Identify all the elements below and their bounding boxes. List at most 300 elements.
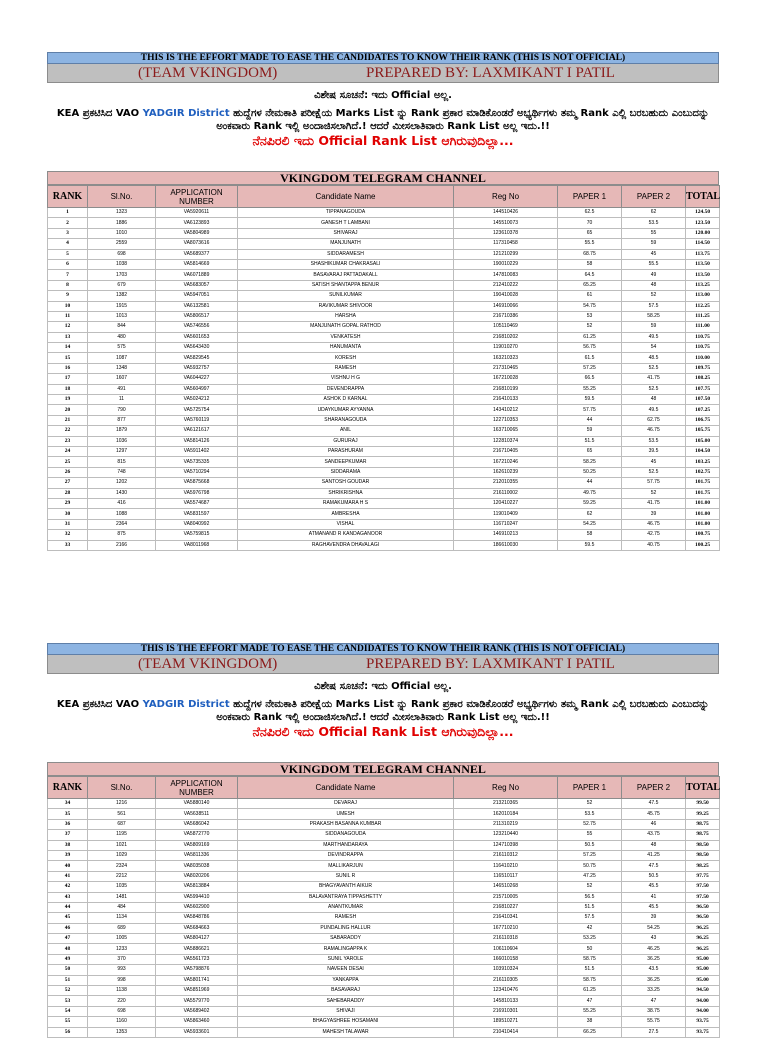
- application-number-cell: VA5686042: [156, 819, 238, 829]
- candidate-name-cell: SHIVARAJ: [238, 228, 454, 238]
- reg-no-cell: 163710065: [454, 426, 558, 436]
- application-number-cell: VA5601653: [156, 332, 238, 342]
- reg-no-cell: 186610030: [454, 540, 558, 550]
- candidate-name-cell: SHASHIKUMAR CHAKRASALI: [238, 259, 454, 269]
- prepared-by: PREPARED BY: LAXMIKANT I PATIL: [366, 65, 615, 81]
- total-cell: 104.50: [686, 446, 720, 456]
- paper2-cell: 33.25: [622, 986, 686, 996]
- candidate-name-cell: RAMESH: [238, 363, 454, 373]
- table-row: [48, 830, 720, 840]
- application-number-cell: VA8020206: [156, 871, 238, 881]
- paper1-cell: 65.25: [558, 280, 622, 290]
- notice-block: [47, 83, 719, 171]
- paper1-cell: 54.25: [558, 519, 622, 529]
- rank-cell: 38: [48, 840, 88, 850]
- slno-cell: 2324: [88, 861, 156, 871]
- candidate-name-cell: SANTOSH GOUDAR: [238, 478, 454, 488]
- paper2-cell: 47: [622, 996, 686, 1006]
- slno-cell: 1297: [88, 446, 156, 456]
- table-row: [48, 540, 720, 550]
- col-total: TOTAL: [686, 186, 720, 208]
- paper2-cell: 45.75: [622, 809, 686, 819]
- paper2-cell: 52: [622, 291, 686, 301]
- total-cell: 101.75: [686, 478, 720, 488]
- reg-no-cell: 105110469: [454, 322, 558, 332]
- application-number-cell: VA5804127: [156, 934, 238, 944]
- application-number-cell: VA6123893: [156, 218, 238, 228]
- table-row: [48, 871, 720, 881]
- paper2-cell: 46: [622, 819, 686, 829]
- paper2-cell: 57.75: [622, 478, 686, 488]
- application-number-cell: VA5920611: [156, 208, 238, 218]
- paper2-cell: 54.25: [622, 923, 686, 933]
- reg-no-cell: 121210299: [454, 249, 558, 259]
- paper1-cell: 59: [558, 426, 622, 436]
- paper2-cell: 62.75: [622, 415, 686, 425]
- total-cell: 100.75: [686, 530, 720, 540]
- slno-cell: 698: [88, 1006, 156, 1016]
- rank-cell: 39: [48, 850, 88, 860]
- table-row: [48, 850, 720, 860]
- paper2-cell: 41: [622, 892, 686, 902]
- rank-cell: 31: [48, 519, 88, 529]
- application-number-cell: VA5886621: [156, 944, 238, 954]
- table-row: [48, 1027, 720, 1037]
- table-row: [48, 1017, 720, 1027]
- application-number-cell: VA5880140: [156, 799, 238, 809]
- paper2-cell: 52.5: [622, 363, 686, 373]
- application-number-cell: VA5851969: [156, 986, 238, 996]
- total-cell: 112.25: [686, 301, 720, 311]
- slno-cell: 2559: [88, 239, 156, 249]
- paper2-cell: 52: [622, 488, 686, 498]
- table-row: [48, 343, 720, 353]
- reg-no-cell: 216910301: [454, 1006, 558, 1016]
- paper2-cell: 40.75: [622, 540, 686, 550]
- reg-no-cell: 217310465: [454, 363, 558, 373]
- col-paper1: PAPER 1: [558, 777, 622, 799]
- total-cell: 113.50: [686, 270, 720, 280]
- total-cell: 107.75: [686, 384, 720, 394]
- slno-cell: 1879: [88, 426, 156, 436]
- rank-cell: 40: [48, 861, 88, 871]
- special-note: ವಿಶೇಷ ಸೂಚನೆ: ಇದು Official ಅಲ್ಲ.: [314, 90, 452, 101]
- reg-no-cell: 211310219: [454, 819, 558, 829]
- candidate-name-cell: UMESH: [238, 809, 454, 819]
- description: KEA ಪ್ರಕಟಿಸಿದ VAO YADGIR District ಹುದ್ದೆಗಳ ನೇಮಕಾತಿ ಪರೀಕ್ಷೆಯ Marks List ನ್ನು Rank ಪ್ರಕಾರ ಮಾಡಿಕೊಂಡರೆ ಅಭ್ಯರ್ಥಿಗಳು ತಮ್ಮ Rank ಎಲ್ಲಿ ಬರಬಹುದು ಎಂಬುದನ್ನು ಅಂಕವಾರು Rank ಇಲ್ಲಿ ಅಂದಾಜಿಸಲಾಗಿದೆ.! ಆದರೆ ಮೀಸಲಾತಿವಾರು Rank List ಅಲ್ಲ ಇದು.!!: [56, 699, 710, 723]
- reg-no-cell: 216810227: [454, 902, 558, 912]
- reg-no-cell: 144510426: [454, 208, 558, 218]
- slno-cell: 1353: [88, 1027, 156, 1037]
- total-cell: 106.75: [686, 415, 720, 425]
- paper1-cell: 59.5: [558, 540, 622, 550]
- candidate-name-cell: HANUMANTA: [238, 343, 454, 353]
- candidate-name-cell: RAGHAVENDRA DHAVALAGI: [238, 540, 454, 550]
- rank-cell: 4: [48, 239, 88, 249]
- candidate-name-cell: SABARADDY: [238, 934, 454, 944]
- paper1-cell: 55.25: [558, 384, 622, 394]
- reg-no-cell: 167210246: [454, 457, 558, 467]
- paper1-cell: 44: [558, 415, 622, 425]
- table-row: [48, 322, 720, 332]
- table-row: [48, 902, 720, 912]
- slno-cell: 370: [88, 954, 156, 964]
- paper1-cell: 51.5: [558, 902, 622, 912]
- paper1-cell: 50: [558, 944, 622, 954]
- rank-cell: 42: [48, 882, 88, 892]
- table-row: [48, 975, 720, 985]
- candidate-name-cell: MAHESH TALAWAR: [238, 1027, 454, 1037]
- paper2-cell: 48.5: [622, 353, 686, 363]
- table-body-1: [48, 208, 720, 551]
- paper2-cell: 45: [622, 457, 686, 467]
- reminder-text: ನೆನಪಿರಲಿ ಇದು Official Rank List ಆಗಿರುವುದಿಲ್ಲಾ...: [252, 724, 514, 739]
- candidate-name-cell: SHRIKRISHNA: [238, 488, 454, 498]
- slno-cell: 790: [88, 405, 156, 415]
- total-cell: 102.75: [686, 467, 720, 477]
- table-row: [48, 954, 720, 964]
- paper2-cell: 59: [622, 239, 686, 249]
- application-number-cell: VA6071889: [156, 270, 238, 280]
- rank-cell: 17: [48, 374, 88, 384]
- paper1-cell: 47: [558, 996, 622, 1006]
- total-cell: 123.50: [686, 218, 720, 228]
- reg-no-cell: 212410222: [454, 280, 558, 290]
- paper2-cell: 45.5: [622, 902, 686, 912]
- total-cell: 96.25: [686, 923, 720, 933]
- application-number-cell: VA5683057: [156, 280, 238, 290]
- table-row: [48, 861, 720, 871]
- total-cell: 101.75: [686, 488, 720, 498]
- reg-no-cell: 216410133: [454, 395, 558, 405]
- rank-cell: 22: [48, 426, 88, 436]
- candidate-name-cell: PARASHURAM: [238, 446, 454, 456]
- paper2-cell: 47.5: [622, 861, 686, 871]
- paper2-cell: 57.5: [622, 301, 686, 311]
- total-cell: 101.00: [686, 498, 720, 508]
- total-cell: 94.50: [686, 986, 720, 996]
- paper1-cell: 50.75: [558, 861, 622, 871]
- total-cell: 124.50: [686, 208, 720, 218]
- slno-cell: 1382: [88, 291, 156, 301]
- paper1-cell: 57.5: [558, 913, 622, 923]
- total-cell: 95.00: [686, 975, 720, 985]
- application-number-cell: VA5689402: [156, 1006, 238, 1016]
- rank-cell: 49: [48, 954, 88, 964]
- paper2-cell: 41.75: [622, 374, 686, 384]
- table-row: [48, 270, 720, 280]
- paper2-cell: 43.75: [622, 830, 686, 840]
- paper1-cell: 55.25: [558, 1006, 622, 1016]
- paper1-cell: 68.75: [558, 249, 622, 259]
- rank-cell: 5: [48, 249, 88, 259]
- total-cell: 110.75: [686, 332, 720, 342]
- candidate-name-cell: ASHOK D KARNAL: [238, 395, 454, 405]
- table-row: [48, 259, 720, 269]
- reg-no-cell: 190410028: [454, 291, 558, 301]
- rank-cell: 7: [48, 270, 88, 280]
- application-number-cell: VA5643430: [156, 343, 238, 353]
- special-note: ವಿಶೇಷ ಸೂಚನೆ: ಇದು Official ಅಲ್ಲ.: [314, 681, 452, 692]
- col-paper2: PAPER 2: [622, 777, 686, 799]
- reg-no-cell: 106110604: [454, 944, 558, 954]
- table-row: [48, 405, 720, 415]
- candidate-name-cell: VISHNU H G: [238, 374, 454, 384]
- candidate-name-cell: SUNILKUMAR: [238, 291, 454, 301]
- slno-cell: 2212: [88, 871, 156, 881]
- reg-no-cell: 215710005: [454, 892, 558, 902]
- total-cell: 107.50: [686, 395, 720, 405]
- paper2-cell: 36.25: [622, 975, 686, 985]
- rank-table: [47, 185, 720, 551]
- paper1-cell: 58: [558, 530, 622, 540]
- paper1-cell: 55: [558, 830, 622, 840]
- application-number-cell: VA6044227: [156, 374, 238, 384]
- rank-cell: 52: [48, 986, 88, 996]
- paper2-cell: 27.5: [622, 1027, 686, 1037]
- slno-cell: 698: [88, 249, 156, 259]
- candidate-name-cell: UDAYKUMAR AYYANNA: [238, 405, 454, 415]
- paper2-cell: 53.5: [622, 436, 686, 446]
- table-row: [48, 478, 720, 488]
- total-cell: 94.00: [686, 1006, 720, 1016]
- paper2-cell: 46.25: [622, 944, 686, 954]
- paper1-cell: 50.5: [558, 840, 622, 850]
- paper2-cell: 49: [622, 270, 686, 280]
- rank-table: [47, 776, 720, 1038]
- rank-cell: 1: [48, 208, 88, 218]
- paper1-cell: 42: [558, 923, 622, 933]
- table-row: [48, 311, 720, 321]
- col-slno: Sl.No.: [88, 777, 156, 799]
- table-row: [48, 239, 720, 249]
- application-number-cell: VA5024212: [156, 395, 238, 405]
- rank-cell: 53: [48, 996, 88, 1006]
- paper1-cell: 61: [558, 291, 622, 301]
- slno-cell: 1088: [88, 509, 156, 519]
- reg-no-cell: 162010184: [454, 809, 558, 819]
- reg-no-cell: 146510268: [454, 882, 558, 892]
- reg-no-cell: 162610239: [454, 467, 558, 477]
- slno-cell: 689: [88, 923, 156, 933]
- channel-title: VKINGDOM TELEGRAM CHANNEL: [47, 171, 719, 185]
- reg-no-cell: 189510271: [454, 1017, 558, 1027]
- paper1-cell: 64.5: [558, 270, 622, 280]
- reg-no-cell: 122710353: [454, 415, 558, 425]
- total-cell: 98.25: [686, 861, 720, 871]
- slno-cell: 877: [88, 415, 156, 425]
- slno-cell: 11: [88, 395, 156, 405]
- paper1-cell: 52.75: [558, 819, 622, 829]
- total-cell: 111.00: [686, 322, 720, 332]
- reg-no-cell: 166010158: [454, 954, 558, 964]
- rank-cell: 18: [48, 384, 88, 394]
- slno-cell: 993: [88, 965, 156, 975]
- application-number-cell: VA5814126: [156, 436, 238, 446]
- slno-cell: 2364: [88, 519, 156, 529]
- rank-cell: 13: [48, 332, 88, 342]
- slno-cell: 1481: [88, 892, 156, 902]
- reg-no-cell: 103910324: [454, 965, 558, 975]
- total-cell: 96.50: [686, 913, 720, 923]
- slno-cell: 687: [88, 819, 156, 829]
- candidate-name-cell: SIDDARAMA: [238, 467, 454, 477]
- slno-cell: 1886: [88, 218, 156, 228]
- paper1-cell: 61.25: [558, 332, 622, 342]
- reg-no-cell: 216110305: [454, 975, 558, 985]
- total-cell: 105.75: [686, 426, 720, 436]
- application-number-cell: VA5848786: [156, 913, 238, 923]
- total-cell: 101.00: [686, 509, 720, 519]
- reg-no-cell: 147810083: [454, 270, 558, 280]
- table-row: [48, 986, 720, 996]
- application-number-cell: VA5911402: [156, 446, 238, 456]
- application-number-cell: VA5875668: [156, 478, 238, 488]
- paper1-cell: 57.25: [558, 850, 622, 860]
- paper2-cell: 45: [622, 249, 686, 259]
- slno-cell: 1348: [88, 363, 156, 373]
- district-name: YADGIR District: [142, 699, 230, 710]
- total-cell: 120.00: [686, 228, 720, 238]
- rank-cell: 47: [48, 934, 88, 944]
- description: KEA ಪ್ರಕಟಿಸಿದ VAO YADGIR District ಹುದ್ದೆಗಳ ನೇಮಕಾತಿ ಪರೀಕ್ಷೆಯ Marks List ನ್ನು Rank ಪ್ರಕಾರ ಮಾಡಿಕೊಂಡರೆ ಅಭ್ಯರ್ಥಿಗಳು ತಮ್ಮ Rank ಎಲ್ಲಿ ಬರಬಹುದು ಎಂಬುದನ್ನು ಅಂಕವಾರು Rank ಇಲ್ಲಿ ಅಂದಾಜಿಸಲಾಗಿದೆ.! ಆದರೆ ಮೀಸಲಾತಿವಾರು Rank List ಅಲ್ಲ ಇದು.!!: [56, 108, 710, 132]
- paper2-cell: 48: [622, 395, 686, 405]
- table-row: [48, 488, 720, 498]
- candidate-name-cell: VENKATESH: [238, 332, 454, 342]
- paper1-cell: 65: [558, 228, 622, 238]
- rank-cell: 48: [48, 944, 88, 954]
- candidate-name-cell: ATMANAND R KANDAGANOOR: [238, 530, 454, 540]
- application-number-cell: VA5602900: [156, 902, 238, 912]
- reg-no-cell: 124710398: [454, 840, 558, 850]
- total-cell: 98.75: [686, 830, 720, 840]
- slno-cell: 679: [88, 280, 156, 290]
- team-name: (TEAM VKINGDOM): [138, 65, 278, 81]
- candidate-name-cell: YANKAPPA: [238, 975, 454, 985]
- candidate-name-cell: DEVINDRAPPA: [238, 850, 454, 860]
- total-cell: 109.75: [686, 363, 720, 373]
- application-number-cell: VA5829545: [156, 353, 238, 363]
- rank-cell: 30: [48, 509, 88, 519]
- slno-cell: 484: [88, 902, 156, 912]
- prepared-by: PREPARED BY: LAXMIKANT I PATIL: [366, 656, 615, 672]
- candidate-name-cell: BHAGYASHREE HOSAMANI: [238, 1017, 454, 1027]
- slno-cell: 1216: [88, 799, 156, 809]
- paper1-cell: 57.75: [558, 405, 622, 415]
- application-number-cell: VA5760119: [156, 415, 238, 425]
- candidate-name-cell: MANJUNATH: [238, 239, 454, 249]
- rank-cell: 3: [48, 228, 88, 238]
- rank-cell: 44: [48, 902, 88, 912]
- paper2-cell: 48: [622, 840, 686, 850]
- reg-no-cell: 119010270: [454, 343, 558, 353]
- rank-cell: 19: [48, 395, 88, 405]
- application-number-cell: VA8073616: [156, 239, 238, 249]
- candidate-name-cell: SUNIL R: [238, 871, 454, 881]
- paper2-cell: 36.25: [622, 954, 686, 964]
- team-header: [47, 655, 719, 674]
- total-cell: 113.75: [686, 249, 720, 259]
- paper2-cell: 52.5: [622, 467, 686, 477]
- table-row: [48, 249, 720, 259]
- table-row: [48, 280, 720, 290]
- paper2-cell: 39: [622, 913, 686, 923]
- slno-cell: 1005: [88, 934, 156, 944]
- application-number-cell: VA6121617: [156, 426, 238, 436]
- rank-cell: 45: [48, 913, 88, 923]
- slno-cell: 1038: [88, 259, 156, 269]
- reg-no-cell: 123410476: [454, 986, 558, 996]
- paper2-cell: 39.5: [622, 446, 686, 456]
- slno-cell: 1036: [88, 436, 156, 446]
- candidate-name-cell: PUNDALING HALLUR: [238, 923, 454, 933]
- table-row: [48, 446, 720, 456]
- paper1-cell: 51.5: [558, 436, 622, 446]
- district-name: YADGIR District: [142, 108, 230, 119]
- candidate-name-cell: ANANTKUMAR: [238, 902, 454, 912]
- paper1-cell: 62.5: [558, 208, 622, 218]
- table-row: [48, 819, 720, 829]
- candidate-name-cell: AMBRESHA: [238, 509, 454, 519]
- slno-cell: 1195: [88, 830, 156, 840]
- total-cell: 95.00: [686, 965, 720, 975]
- application-number-cell: VA5735335: [156, 457, 238, 467]
- reg-no-cell: 216810199: [454, 384, 558, 394]
- reg-no-cell: 123610378: [454, 228, 558, 238]
- reg-no-cell: 117310458: [454, 239, 558, 249]
- table-row: [48, 809, 720, 819]
- col-reg-no: Reg No: [454, 777, 558, 799]
- slno-cell: 1087: [88, 353, 156, 363]
- rank-cell: 21: [48, 415, 88, 425]
- notice-block: [47, 674, 719, 762]
- candidate-name-cell: SAHEBARADDY: [238, 996, 454, 1006]
- reg-no-cell: 116710247: [454, 519, 558, 529]
- application-number-cell: VA5804989: [156, 228, 238, 238]
- total-cell: 98.75: [686, 819, 720, 829]
- application-number-cell: VA5814669: [156, 259, 238, 269]
- total-cell: 95.00: [686, 954, 720, 964]
- slno-cell: 1035: [88, 882, 156, 892]
- paper1-cell: 52: [558, 322, 622, 332]
- application-number-cell: VA5806517: [156, 311, 238, 321]
- total-cell: 97.50: [686, 882, 720, 892]
- application-number-cell: VA5831597: [156, 509, 238, 519]
- total-cell: 97.50: [686, 892, 720, 902]
- paper1-cell: 58: [558, 259, 622, 269]
- paper2-cell: 42.75: [622, 530, 686, 540]
- candidate-name-cell: ANIL: [238, 426, 454, 436]
- reminder-text: ನೆನಪಿರಲಿ ಇದು Official Rank List ಆಗಿರುವುದಿಲ್ಲಾ...: [252, 133, 514, 148]
- paper2-cell: 55.5: [622, 259, 686, 269]
- table-row: [48, 509, 720, 519]
- application-number-cell: VA5801741: [156, 975, 238, 985]
- paper1-cell: 58.75: [558, 954, 622, 964]
- col-application-number: APPLICATION NUMBER: [156, 777, 238, 799]
- total-cell: 114.50: [686, 239, 720, 249]
- paper1-cell: 57.25: [558, 363, 622, 373]
- reg-no-cell: 145810133: [454, 996, 558, 1006]
- slno-cell: 875: [88, 530, 156, 540]
- candidate-name-cell: MALLIKARJUN: [238, 861, 454, 871]
- reg-no-cell: 190010229: [454, 259, 558, 269]
- col-candidate-name: Candidate Name: [238, 777, 454, 799]
- rank-cell: 55: [48, 1017, 88, 1027]
- paper2-cell: 54: [622, 343, 686, 353]
- paper1-cell: 56.75: [558, 343, 622, 353]
- paper1-cell: 52: [558, 882, 622, 892]
- paper1-cell: 66.25: [558, 1027, 622, 1037]
